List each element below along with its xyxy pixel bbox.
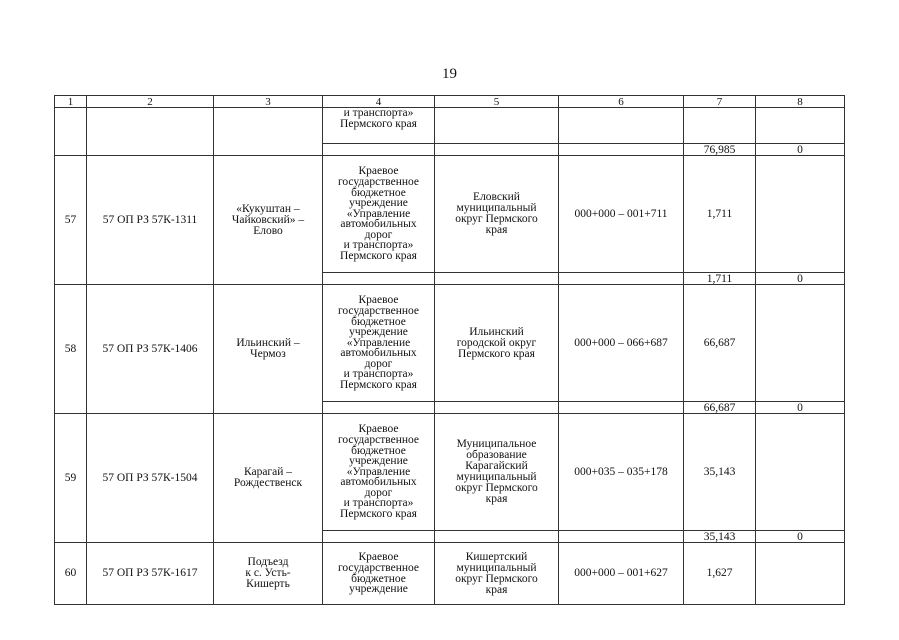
owner-line: бюджетное — [351, 315, 406, 328]
table-row — [55, 156, 845, 273]
owner-line: Пермского края — [340, 250, 417, 263]
municipality-line: округ Пермского — [455, 572, 538, 585]
owner-line: бюджетное — [351, 444, 406, 457]
continuation-owner-cell — [323, 108, 435, 144]
row-number: 60 — [55, 543, 87, 605]
total-length: 1,711 — [684, 273, 756, 285]
municipality — [435, 543, 559, 605]
owner — [323, 543, 435, 605]
total-col8: 0 — [756, 273, 845, 285]
municipality-line: края — [485, 583, 508, 596]
col8-cell — [756, 543, 845, 605]
owner-line: Краевое — [358, 165, 399, 178]
owner-line: учреждение — [349, 197, 408, 210]
col8-cell — [756, 156, 845, 273]
municipality-line: округ Пермского — [455, 213, 538, 225]
owner — [323, 156, 435, 273]
road-length: 1,627 — [684, 543, 756, 605]
table-row — [55, 414, 845, 531]
roads-table — [54, 95, 845, 605]
road-code: 57 ОП РЗ 57К-1504 — [87, 414, 214, 543]
road-length: 35,143 — [684, 414, 756, 531]
road-name-line: Чайковский» – — [231, 213, 305, 226]
municipality — [435, 156, 559, 273]
total-col8: 0 — [756, 402, 845, 414]
row-number: 59 — [55, 414, 87, 543]
municipality-line: образование — [466, 449, 527, 461]
total-length: 76,985 — [684, 144, 756, 156]
municipality-line: Муниципальное — [456, 438, 537, 450]
municipality-line: муниципальный — [456, 561, 537, 574]
owner-line: «Управление — [346, 336, 411, 349]
total-col8: 0 — [756, 531, 845, 543]
total-col8: 0 — [756, 144, 845, 156]
owner-line: государственное — [337, 304, 420, 317]
municipality-line: Карагайский — [465, 460, 528, 472]
municipality-line: Ильинский — [469, 325, 524, 338]
municipality-line: Пермского края — [458, 347, 535, 360]
col8-cell — [756, 414, 845, 531]
header-cell-5: 5 — [435, 96, 559, 108]
row-number: 57 — [55, 156, 87, 285]
km-range: 000+000 – 001+627 — [559, 543, 684, 605]
owner-line: государственное — [337, 433, 420, 446]
municipality-line: городской округ — [456, 336, 537, 349]
header-cell-2: 2 — [87, 96, 214, 108]
municipality — [435, 414, 559, 531]
continuation-owner-line: Пермского края — [340, 117, 417, 130]
owner-line: государственное — [337, 561, 420, 574]
road-name — [214, 156, 323, 285]
owner-line: и транспорта» — [343, 368, 414, 381]
continuation-row — [55, 108, 845, 144]
road-length: 66,687 — [684, 285, 756, 402]
owner-line: автомобильных — [340, 476, 417, 489]
total-length: 66,687 — [684, 402, 756, 414]
road-name-line: Елово — [253, 224, 283, 237]
municipality-line: Кишертский — [465, 550, 528, 563]
col8-cell — [756, 285, 845, 402]
header-cell-7: 7 — [684, 96, 756, 108]
road-name-line: Карагай – — [243, 466, 293, 478]
road-code: 57 ОП РЗ 57К-1406 — [87, 285, 214, 414]
municipality-line: края — [485, 224, 508, 236]
road-name — [214, 285, 323, 414]
owner-line: автомобильных — [340, 218, 417, 231]
road-code: 57 ОП РЗ 57К-1617 — [87, 543, 214, 605]
road-code: 57 ОП РЗ 57К-1311 — [87, 156, 214, 285]
continuation-owner-line: и транспорта» — [343, 107, 414, 119]
road-name-line: Ильинский – — [236, 337, 300, 349]
municipality-line: муниципальный — [456, 471, 537, 483]
header-cell-6: 6 — [559, 96, 684, 108]
owner-line: учреждение — [349, 583, 408, 596]
municipality-line: края — [485, 493, 508, 505]
row-number: 58 — [55, 285, 87, 414]
owner-line: Пермского края — [340, 379, 417, 392]
owner — [323, 414, 435, 531]
owner-line: Краевое — [358, 551, 399, 564]
owner-line: бюджетное — [351, 186, 406, 199]
road-name-line: Подъезд — [247, 556, 289, 568]
road-length: 1,711 — [684, 156, 756, 273]
total-length: 35,143 — [684, 531, 756, 543]
header-cell-8: 8 — [756, 96, 845, 108]
table-row — [55, 543, 845, 605]
header-cell-1: 1 — [55, 96, 87, 108]
road-name-line: Рождественск — [233, 477, 303, 489]
road-name-line: Чермоз — [250, 348, 286, 360]
road-name-line: Кишерть — [246, 578, 290, 590]
owner-line: Краевое — [358, 423, 399, 436]
owner-line: учреждение — [349, 326, 408, 339]
owner-line: дорог — [364, 228, 393, 241]
road-name-line: к с. Усть- — [245, 567, 291, 579]
page-number: 19 — [442, 66, 457, 82]
municipality-line: муниципальный — [456, 202, 537, 214]
owner-line: и транспорта» — [343, 239, 414, 252]
municipality — [435, 285, 559, 402]
owner-line: дорог — [364, 486, 393, 499]
km-range: 000+000 – 001+711 — [559, 156, 684, 273]
owner — [323, 285, 435, 402]
owner-line: «Управление — [346, 465, 411, 478]
header-row — [55, 96, 845, 108]
owner-line: бюджетное — [351, 572, 406, 585]
km-range: 000+035 – 035+178 — [559, 414, 684, 531]
road-name — [214, 414, 323, 543]
km-range: 000+000 – 066+687 — [559, 285, 684, 402]
header-cell-4: 4 — [323, 96, 435, 108]
road-name — [214, 543, 323, 605]
owner-line: Краевое — [358, 294, 399, 307]
owner-line: государственное — [337, 175, 420, 188]
owner-line: и транспорта» — [343, 497, 414, 510]
header-cell-3: 3 — [214, 96, 323, 108]
table-row — [55, 285, 845, 402]
owner-line: Пермского края — [340, 508, 417, 521]
municipality-line: округ Пермского — [455, 482, 538, 494]
owner-line: автомобильных — [340, 347, 417, 360]
municipality-line: Еловский — [473, 191, 520, 203]
owner-line: «Управление — [346, 207, 411, 220]
owner-line: учреждение — [349, 455, 408, 468]
road-name-line: «Кукуштан – — [236, 202, 300, 215]
owner-line: дорог — [364, 357, 393, 370]
